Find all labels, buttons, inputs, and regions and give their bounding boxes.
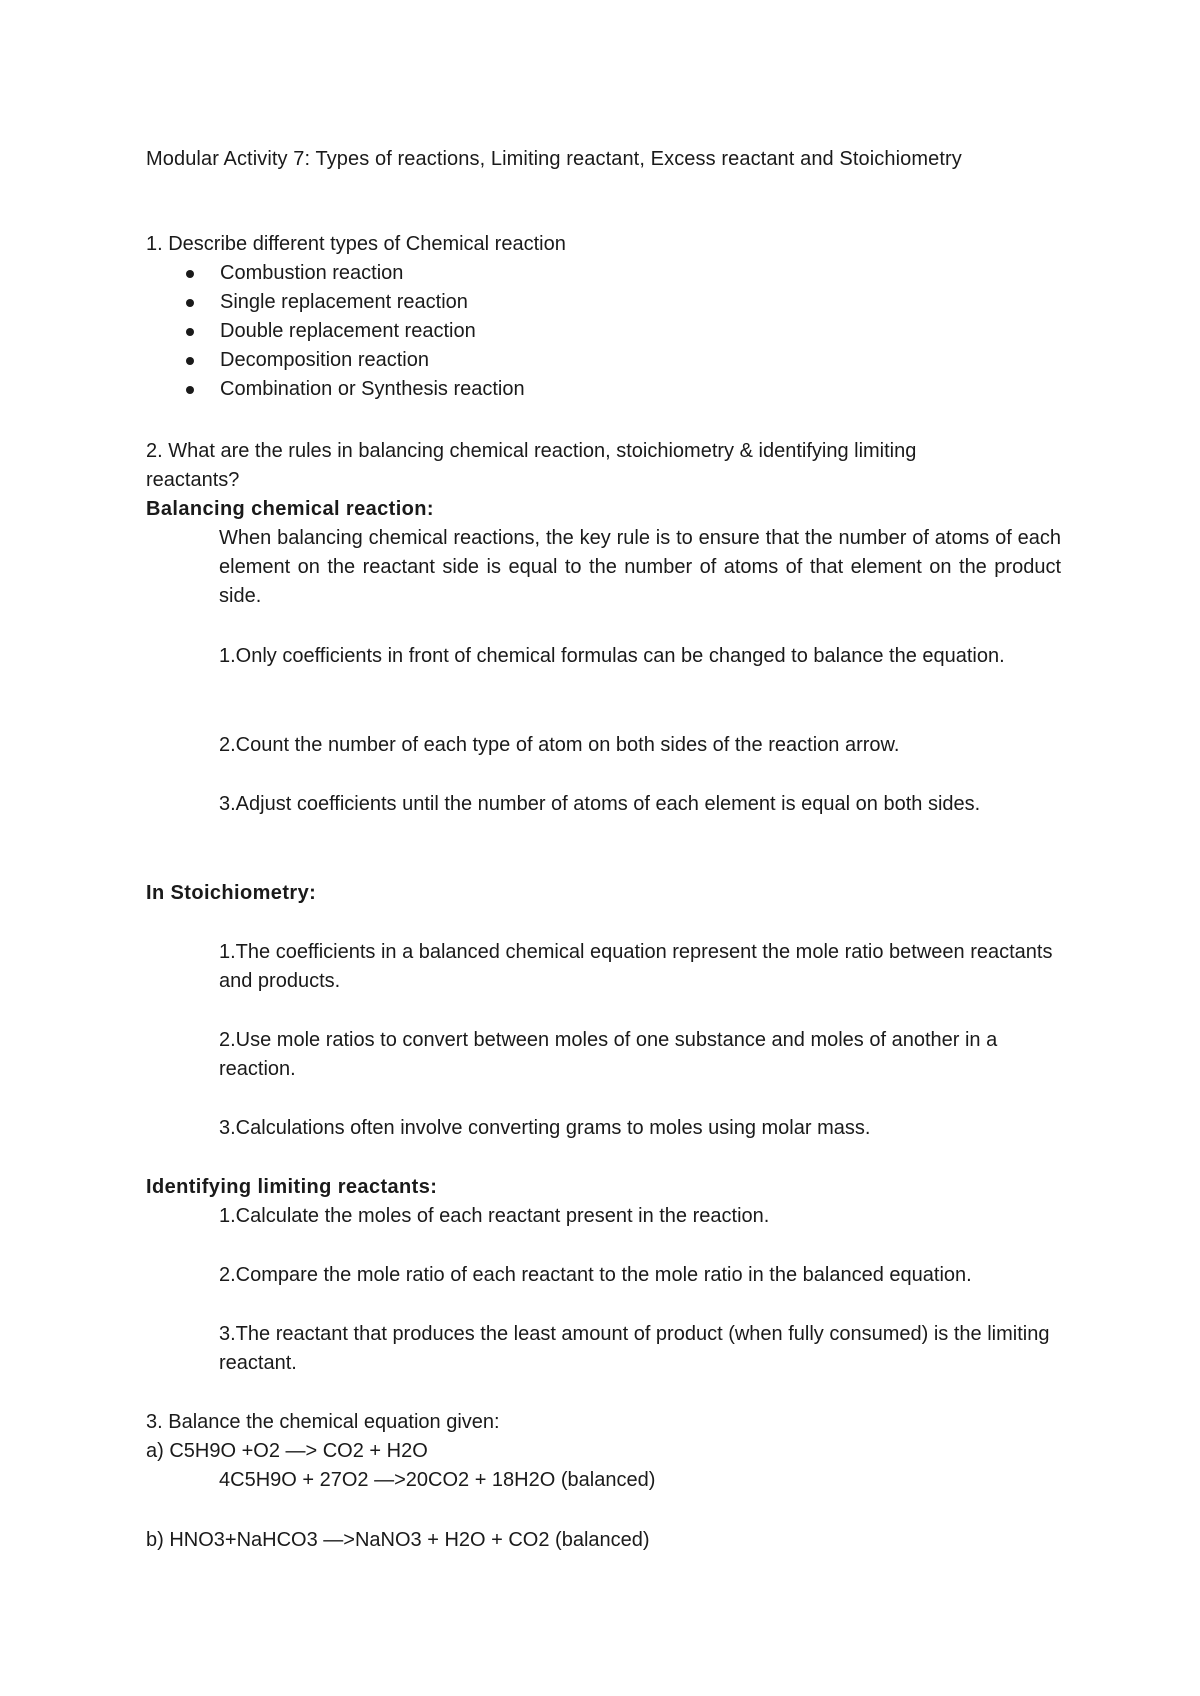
balancing-heading: Balancing chemical reaction: (146, 498, 434, 520)
equation-a-balanced: 4C5H9O + 27O2 —>20CO2 + 18H2O (balanced) (219, 1469, 656, 1491)
limiting-rule-1: 1.Calculate the moles of each reactant present in the reaction. (219, 1205, 770, 1227)
stoichiometry-rule-2: 2.Use mole ratios to convert between moles of one substance and moles of another in a reaction. (219, 1029, 998, 1080)
list-item: Decomposition reaction (186, 346, 525, 375)
document-title: Modular Activity 7: Types of reactions, Limiting reactant, Excess reactant and Stoichiometry (146, 148, 962, 170)
bullet-icon (186, 270, 194, 278)
stoichiometry-rule-3: 3.Calculations often involve converting grams to moles using molar mass. (219, 1117, 871, 1139)
stoichiometry-rule-1: 1.The coefficients in a balanced chemical equation represent the mole ratio between reactants and products. (219, 941, 1053, 992)
question-1: 1. Describe different types of Chemical reaction (146, 233, 566, 255)
balancing-rule-1: 1.Only coefficients in front of chemical formulas can be changed to balance the equation. (219, 645, 1005, 667)
bullet-icon (186, 386, 194, 394)
list-item: Single replacement reaction (186, 288, 525, 317)
limiting-rule-3: 3.The reactant that produces the least amount of product (when fully consumed) is the limiting reactant. (219, 1323, 1050, 1374)
stoichiometry-heading: In Stoichiometry: (146, 882, 317, 904)
question-3: 3. Balance the chemical equation given: (146, 1411, 500, 1433)
list-item: Combustion reaction (186, 259, 525, 288)
bullet-icon (186, 357, 194, 365)
limiting-rule-2: 2.Compare the mole ratio of each reactant to the mole ratio in the balanced equation. (219, 1264, 972, 1286)
list-item: Double replacement reaction (186, 317, 525, 346)
equation-b: b) HNO3+NaHCO3 —>NaNO3 + H2O + CO2 (balanced) (146, 1529, 650, 1551)
bullet-icon (186, 328, 194, 336)
equation-a-given: a) C5H9O +O2 —> CO2 + H2O (146, 1440, 428, 1462)
balancing-rule-2: 2.Count the number of each type of atom on both sides of the reaction arrow. (219, 734, 900, 756)
list-item: Combination or Synthesis reaction (186, 375, 525, 404)
bullet-icon (186, 299, 194, 307)
question-2-line-1: 2. What are the rules in balancing chemical reaction, stoichiometry & identifying limiting (146, 440, 917, 462)
balancing-intro: When balancing chemical reactions, the key rule is to ensure that the number of atoms of each element on the reactant side is equal to the number of atoms of that element on the product side. (219, 527, 1061, 607)
limiting-heading: Identifying limiting reactants: (146, 1176, 438, 1198)
reaction-types-list (186, 259, 525, 404)
balancing-rule-3: 3.Adjust coefficients until the number of atoms of each element is equal on both sides. (219, 793, 981, 815)
question-2-line-2: reactants? (146, 469, 240, 491)
